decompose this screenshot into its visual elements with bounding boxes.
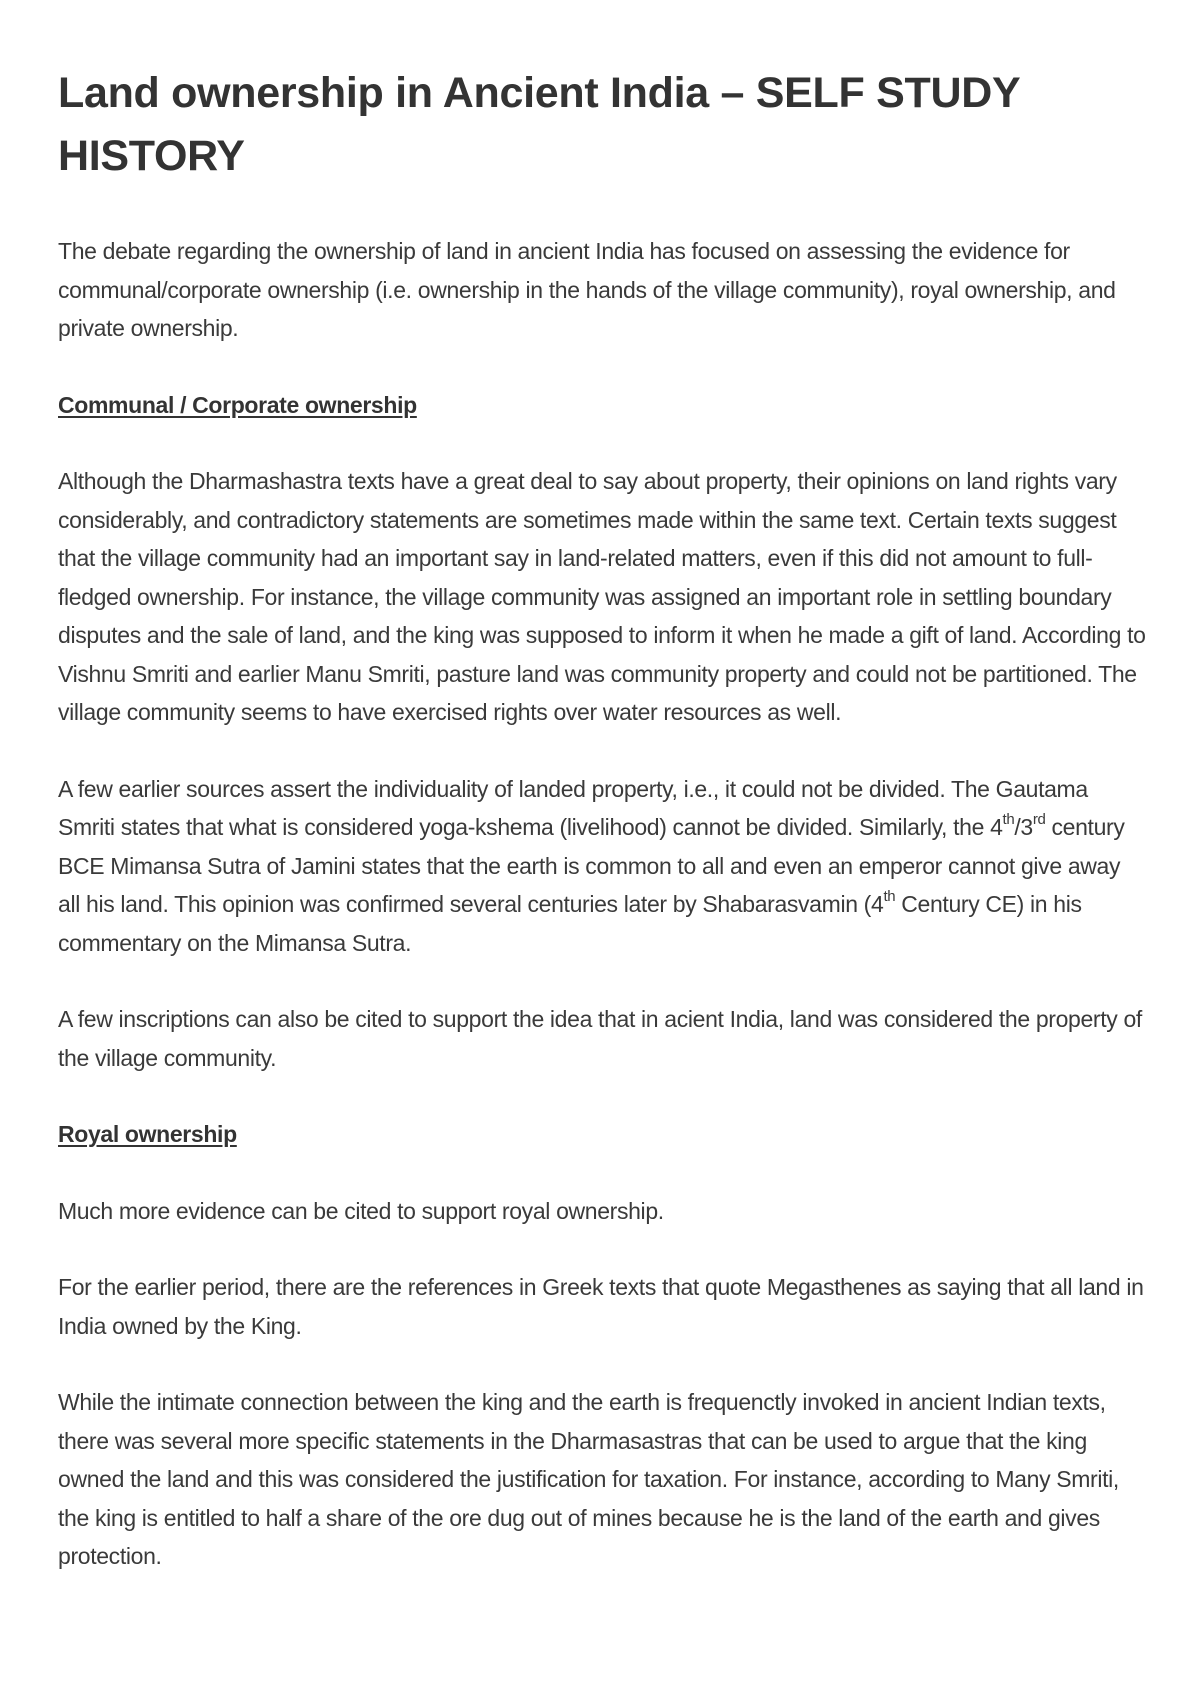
- superscript: th: [1002, 811, 1015, 829]
- communal-paragraph-1: Although the Dharmashastra texts have a great deal to say about property, their opinions on land rights vary considerably, and contradictory statements are sometimes made within the same text. Certain texts suggest that the village community had an important say in land-related matters, even if this did not amount to full-fledged ownership. For instance, the village community was assigned an important role in settling boundary disputes and the sale of land, and the king was supposed to inform it when he made a gift of land. According to Vishnu Smriti and earlier Manu Smriti, pasture land was community property and could not be partitioned. The village community seems to have exercised rights over water resources as well.: [58, 468, 1146, 725]
- text-run: A few earlier sources assert the individuality of landed property, i.e., it could not be divided. The Gautama Smriti states that what is considered yoga-kshema (livelihood) cannot be divided. Similarly, the 4: [58, 775, 1088, 840]
- text-run: /3: [1014, 814, 1033, 840]
- superscript: th: [883, 888, 896, 906]
- document-page: [58, 62, 1148, 1576]
- communal-paragraph-3: A few inscriptions can also be cited to support the idea that in acient India, land was considered the property of the village community.: [58, 1006, 1142, 1071]
- intro-paragraph: The debate regarding the ownership of land in ancient India has focused on assessing the evidence for communal/corporate ownership (i.e. ownership in the hands of the village community), royal ownership, and private ownership.: [58, 238, 1116, 341]
- page-title: Land ownership in Ancient India – SELF STUDY HISTORY: [58, 69, 1020, 180]
- communal-paragraph-2: [58, 770, 1148, 963]
- royal-paragraph-3: While the intimate connection between the king and the earth is frequenctly invoked in ancient Indian texts, there was several more specific statements in the Dharmasastras that can be used to argue that the king owned the land and this was considered the justification for taxation. For instance, according to Many Smriti, the king is entitled to half a share of the ore dug out of mines because he is the land of the earth and gives protection.: [58, 1389, 1119, 1569]
- text-run: Century CE) in his commentary on the Mimansa Sutra.: [58, 891, 1082, 956]
- superscript: rd: [1032, 811, 1046, 829]
- text-run: century BCE Mimansa Sutra of Jamini states that the earth is common to all and even an emperor cannot give away all his land. This opinion was confirmed several centuries later by Shabarasvamin (4: [58, 814, 1125, 917]
- section-heading-communal: Communal / Corporate ownership: [58, 391, 417, 418]
- royal-paragraph-1: Much more evidence can be cited to support royal ownership.: [58, 1197, 664, 1224]
- section-heading-royal: Royal ownership: [58, 1121, 237, 1147]
- royal-paragraph-2: For the earlier period, there are the references in Greek texts that quote Megasthenes as saying that all land in India owned by the King.: [58, 1274, 1144, 1339]
